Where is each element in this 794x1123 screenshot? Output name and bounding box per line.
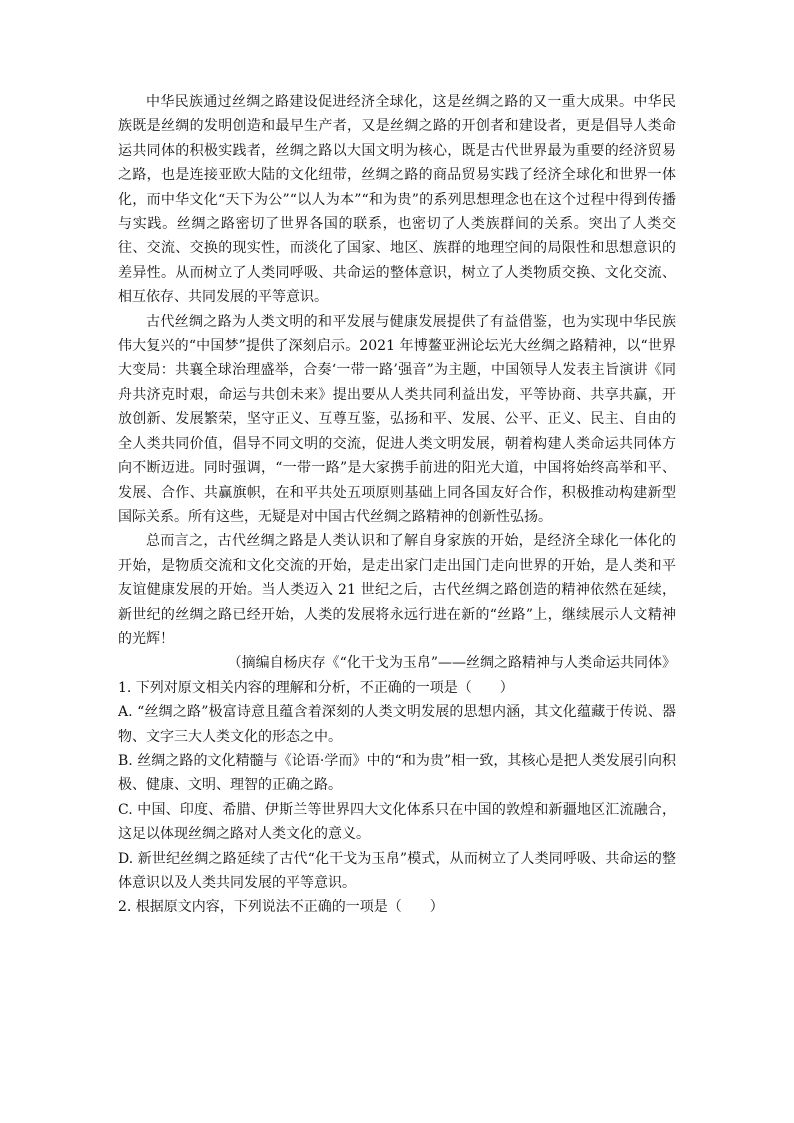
question-1-stem: 1. 下列对原文相关内容的理解和分析，不正确的一项是（ ）	[118, 679, 514, 696]
question-1-option-b: B. 丝绸之路的文化精髓与《论语·学而》中的“和为贵”相一致，其核心是把人类发展引向积极、健康、文明、理智的正确之路。	[118, 752, 676, 794]
question-1-option-a: A. “丝绸之路”极富诗意且蕴含着深刻的人类文明发展的思想内涵，其文化蕴藏于传说、器物、文字三大人类文化的形态之中。	[118, 704, 676, 745]
question-2-stem: 2. 根据原文内容，下列说法不正确的一项是（ ）	[118, 899, 444, 916]
source-citation: （摘编自杨庆存《“化干戈为玉帛”——丝绸之路精神与人类命运共同体》	[227, 655, 676, 672]
paragraph-3: 总而言之，古代丝绸之路是人类认识和了解自身家族的开始，是经济全球化一体化的开始，是物质交流和文化交流的开始，是走出家门走出国门走向世界的开始，是人类和平友谊健康发展的开始。当人类迈入 21 世纪之后，古代丝绸之路创造的精神依然在延续，新世纪的丝绸之路已经开始，人类的发展将永远行进在新的“丝路”上，继续展示人文精神的光辉！	[118, 533, 676, 647]
paragraph-2: 古代丝绸之路为人类文明的和平发展与健康发展提供了有益借鉴，也为实现中华民族伟大复兴的“中国梦”提供了深刻启示。2021 年博鳌亚洲论坛光大丝绸之路精神，以“世界大变局：共襄全球治理盛举，合奏‘一带一路’强音”为主题，中国领导人发表主旨演讲《同舟共济克时艰，命运与共创未来》提出要从人类共同利益出发，平等协商、共享共赢，开放创新、发展繁荣，坚守正义、互尊互鉴，弘扬和平、发展、公平、正义、民主、自由的全人类共同价值，倡导不同文明的交流，促进人类文明发展，朝着构建人类命运共同体方向不断迈进。同时强调，“一带一路”是大家携手前进的阳光大道，中国将始终高举和平、发展、合作、共赢旗帜，在和平共处五项原则基础上同各国友好合作，积极推动构建新型国际关系。所有这些，无疑是对中国古代丝绸之路精神的创新性弘扬。	[118, 313, 676, 525]
paragraph-1: 中华民族通过丝绸之路建设促进经济全球化，这是丝绸之路的又一重大成果。中华民族既是丝绸的发明创造和最早生产者，又是丝绸之路的开创者和建设者，更是倡导人类命运共同体的积极实践者，丝绸之路以大国文明为核心，既是古代世界最为重要的经济贸易之路，也是连接亚欧大陆的文化纽带，丝绸之路的商品贸易实践了经济全球化和世界一体化，而中华文化“天下为公”“以人为本”“和为贵”的系列思想理念也在这个过程中得到传播与实践。丝绸之路密切了世界各国的联系，也密切了人类族群间的关系。突出了人类交往、交流、交换的现实性，而淡化了国家、地区、族群的地理空间的局限性和思想意识的差异性。从而树立了人类同呼吸、共命运的整体意识，树立了人类物质交换、文化交流、相互依存、共同发展的平等意识。	[118, 94, 676, 306]
question-1-option-d: D. 新世纪丝绸之路延续了古代“化干戈为玉帛”模式，从而树立了人类同呼吸、共命运的整体意识以及人类共同发展的平等意识。	[118, 850, 676, 891]
article-body	[118, 90, 676, 920]
question-1-option-c: C. 中国、印度、希腊、伊斯兰等世界四大文化体系只在中国的敦煌和新疆地区汇流融合，这足以体现丝绸之路对人类文化的意义。	[118, 801, 676, 843]
